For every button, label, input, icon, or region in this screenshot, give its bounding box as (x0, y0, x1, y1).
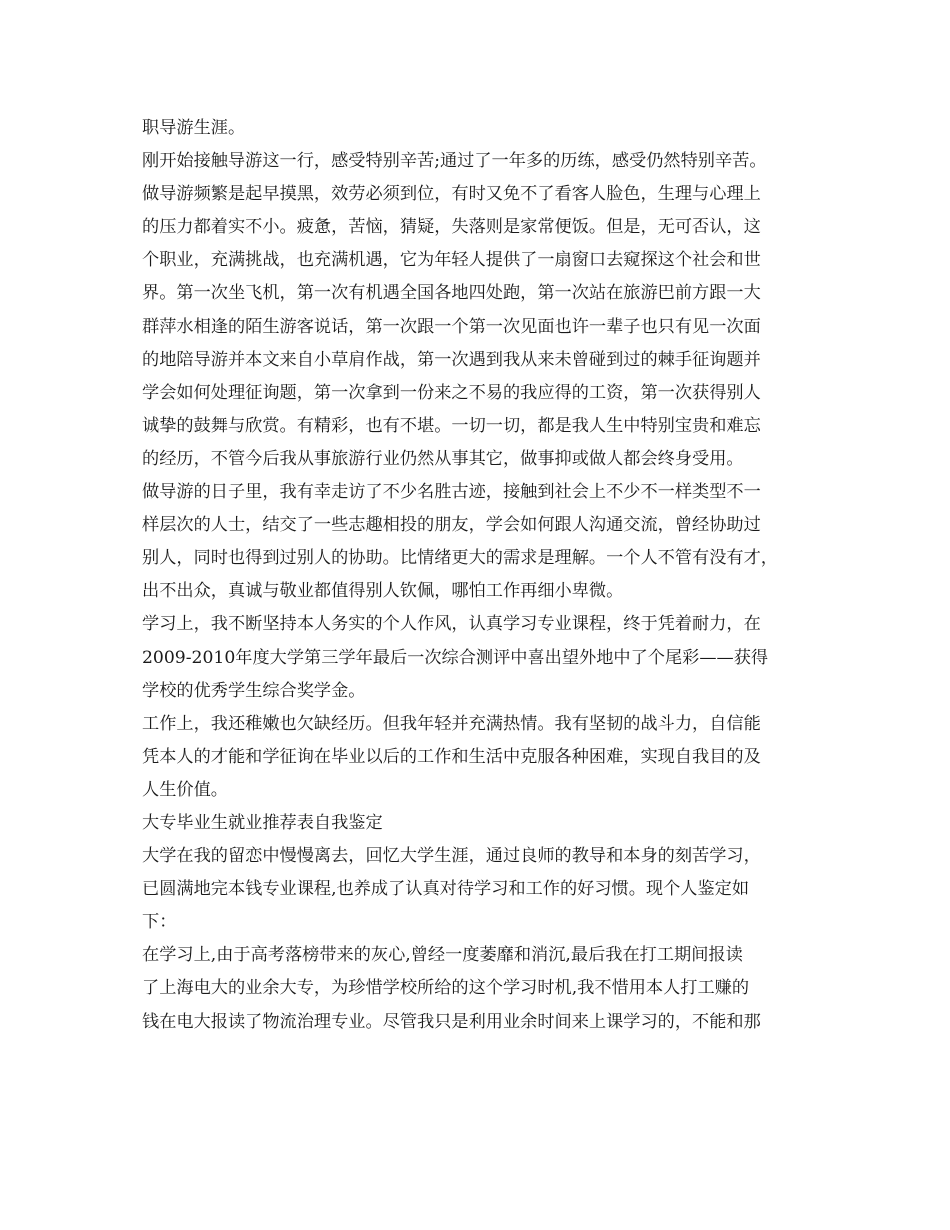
text-line: 了上海电大的业余大专，为珍惜学校所给的这个学习时机,我不惜用本人打工赚的 (142, 978, 750, 999)
text-line: 职导游生涯。 (142, 118, 246, 138)
text-line: 大学在我的留恋中慢慢离去，回忆大学生涯，通过良师的教导和本身的刻苦学习， (142, 846, 761, 867)
text-line: 人生价值。 (142, 779, 228, 800)
text-line: 在学习上,由于高考落榜带来的灰心,曾经一度萎靡和消沉,最后我在打工期间报读 (142, 945, 743, 966)
text-line: 学会如何处理征询题，第一次拿到一份来之不易的我应得的工资，第一次获得别人 (142, 382, 761, 403)
text-line: 钱在电大报读了物流治理专业。尽管我只是利用业余时间来上课学习的，不能和那 (142, 1011, 761, 1032)
text-line: 个职业，充满挑战，也充满机遇，它为年轻人提供了一扇窗口去窥探这个社会和世 (142, 250, 761, 271)
document-body (142, 112, 832, 1039)
text-line: 刚开始接触导游这一行，感受特别辛苦;通过了一年多的历练，感受仍然特别辛苦。 (142, 151, 767, 172)
text-line: 别人，同时也得到过别人的协助。比情绪更大的需求是理解。一个人不管有没有才， (142, 548, 778, 569)
text-line: 学校的优秀学生综合奖学金。 (142, 680, 366, 701)
text-line: 做导游频繁是起早摸黑，效劳必须到位，有时又免不了看客人脸色，生理与心理上 (142, 184, 761, 205)
text-line: 诚挚的鼓舞与欣赏。有精彩，也有不堪。一切一切，都是我人生中特别宝贵和难忘 (142, 415, 761, 436)
text-line: 出不出众，真诚与敬业都值得别人钦佩，哪怕工作再细小卑微。 (142, 581, 624, 602)
text-line: 凭本人的才能和学征询在毕业以后的工作和生活中克服各种困难，实现自我目的及 (142, 746, 761, 767)
text-line: 界。第一次坐飞机，第一次有机遇全国各地四处跑，第一次站在旅游巴前方跟一大 (142, 283, 761, 304)
text-line: 的压力都着实不小。疲惫，苦恼，猜疑，失落则是家常便饭。但是，无可否认，这 (142, 217, 761, 238)
text-line: 的经历，不管今后我从事旅游行业仍然从事其它，做事抑或做人都会终身受用。 (142, 448, 744, 469)
text-line: 下： (142, 912, 177, 933)
text-line: 群萍水相逢的陌生游客说话，第一次跟一个第一次见面也许一辈子也只有见一次面 (142, 316, 761, 337)
text-line: 样层次的人士，结交了一些志趣相投的朋友，学会如何跟人沟通交流，曾经协助过 (142, 515, 761, 536)
text-line: 2009-2010年度大学第三学年最后一次综合测评中喜出望外地中了个尾彩——获得 (142, 647, 769, 668)
text-line: 已圆满地完本钱专业课程,也养成了认真对待学习和工作的好习惯。现个人鉴定如 (142, 879, 750, 900)
text-line: 的地陪导游并本文来自小草肩作战，第一次遇到我从来未曾碰到过的棘手征询题并 (142, 349, 761, 370)
text-line: 学习上，我不断坚持本人务实的个人作风，认真学习专业课程，终于凭着耐力，在 (142, 614, 761, 635)
text-line: 工作上，我还稚嫩也欠缺经历。但我年轻并充满热情。我有坚韧的战斗力，自信能 (142, 713, 761, 734)
text-line: 做导游的日子里，我有幸走访了不少名胜古迹，接触到社会上不少不一样类型不一 (142, 482, 761, 503)
section-heading: 大专毕业生就业推荐表自我鉴定 (142, 812, 383, 833)
